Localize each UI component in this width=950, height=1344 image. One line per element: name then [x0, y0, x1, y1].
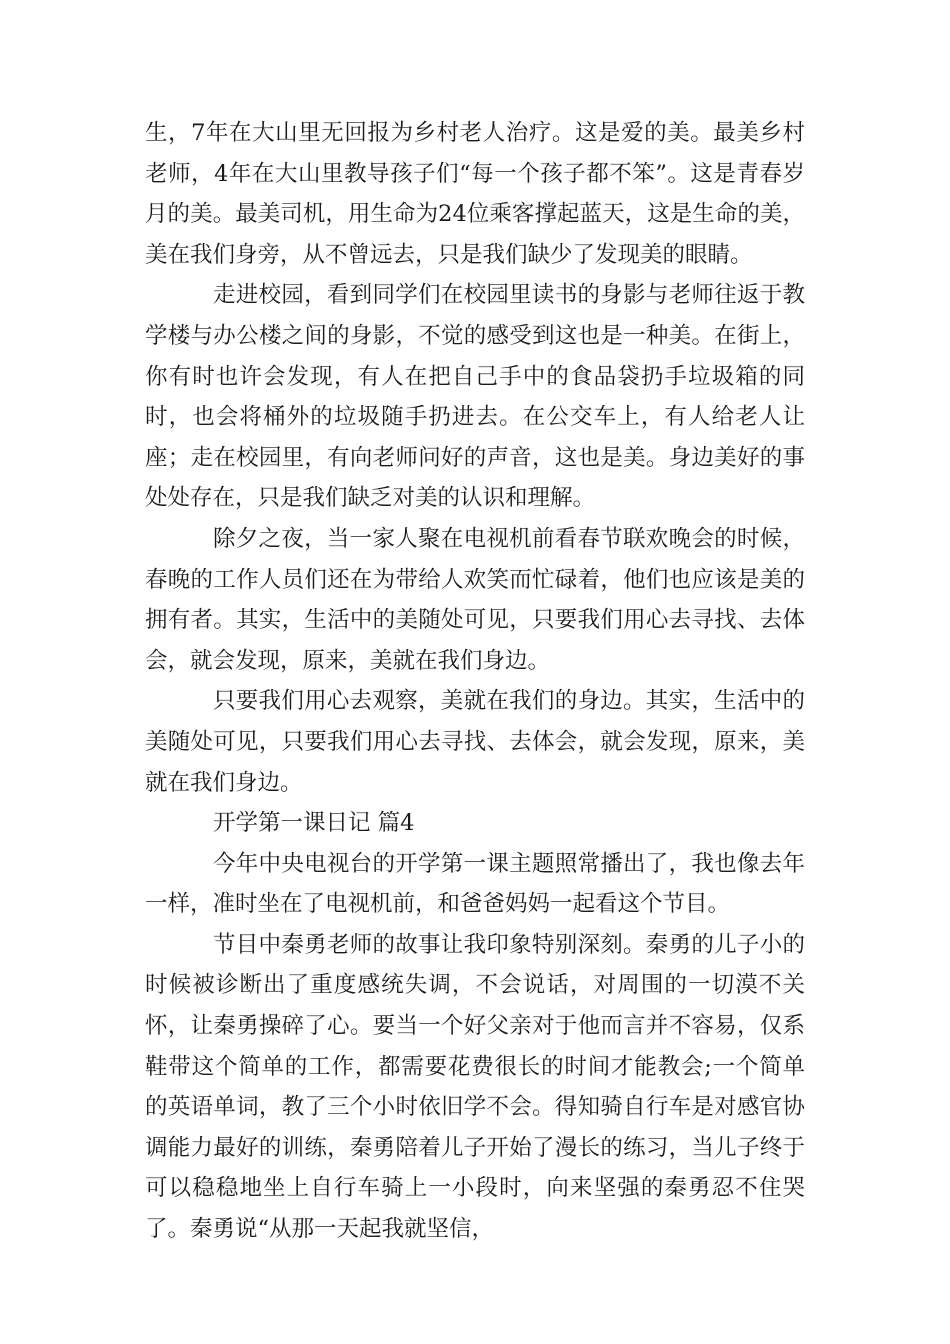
- paragraph-3: 除夕之夜，当一家人聚在电视机前看春节联欢晚会的时候，春晚的工作人员们还在为带给人欢笑而忙碌着，他们也应该是美的拥有者。其实，生活中的美随处可见，只要我们用心去寻找、去体会，就会发现，原来，美就在我们身边。: [145, 525, 805, 674]
- paragraph-1: 生，7年在大山里无回报为乡村老人治疗。这是爱的美。最美乡村老师，4年在大山里教导孩子们“每一个孩子都不笨”。这是青春岁月的美。最美司机，用生命为24位乘客撑起蓝天，这是生命的美，美在我们身旁，从不曾远去，只是我们缺少了发现美的眼睛。: [145, 120, 805, 268]
- paragraph-6: 节目中秦勇老师的故事让我印象特别深刻。秦勇的儿子小的时候被诊断出了重度感统失调，不会说话，对周围的一切漠不关怀，让秦勇操碎了心。要当一个好父亲对于他而言并不容易，仅系鞋带这个简单的工作，都需要花费很长的时间才能教会;一个简单的英语单词，教了三个小时依旧学不会。得知骑自行车是对感官协调能力最好的训练，秦勇陪着儿子开始了漫长的练习，当儿子终于可以稳稳地坐上自行车骑上一小段时，向来坚强的秦勇忍不住哭了。秦勇说“从那一天起我就坚信，: [145, 931, 805, 1243]
- section-heading: 开学第一课日记 篇4: [213, 810, 415, 837]
- document-body: [145, 113, 805, 1250]
- paragraph-5: 今年中央电视台的开学第一课主题照常播出了，我也像去年一样，准时坐在了电视机前，和爸爸妈妈一起看这个节目。: [145, 850, 805, 918]
- paragraph-4: 只要我们用心去观察，美就在我们的身边。其实，生活中的美随处可见，只要我们用心去寻找、去体会，就会发现，原来，美就在我们身边。: [145, 688, 805, 796]
- paragraph-2: 走进校园，看到同学们在校园里读书的身影与老师往返于教学楼与办公楼之间的身影，不觉的感受到这也是一种美。在街上，你有时也许会发现，有人在把自己手中的食品袋扔手垃圾箱的同时，也会将桶外的垃圾随手扔进去。在公交车上，有人给老人让座；走在校园里，有向老师问好的声音，这也是美。身边美好的事处处存在，只是我们缺乏对美的认识和理解。: [145, 282, 805, 512]
